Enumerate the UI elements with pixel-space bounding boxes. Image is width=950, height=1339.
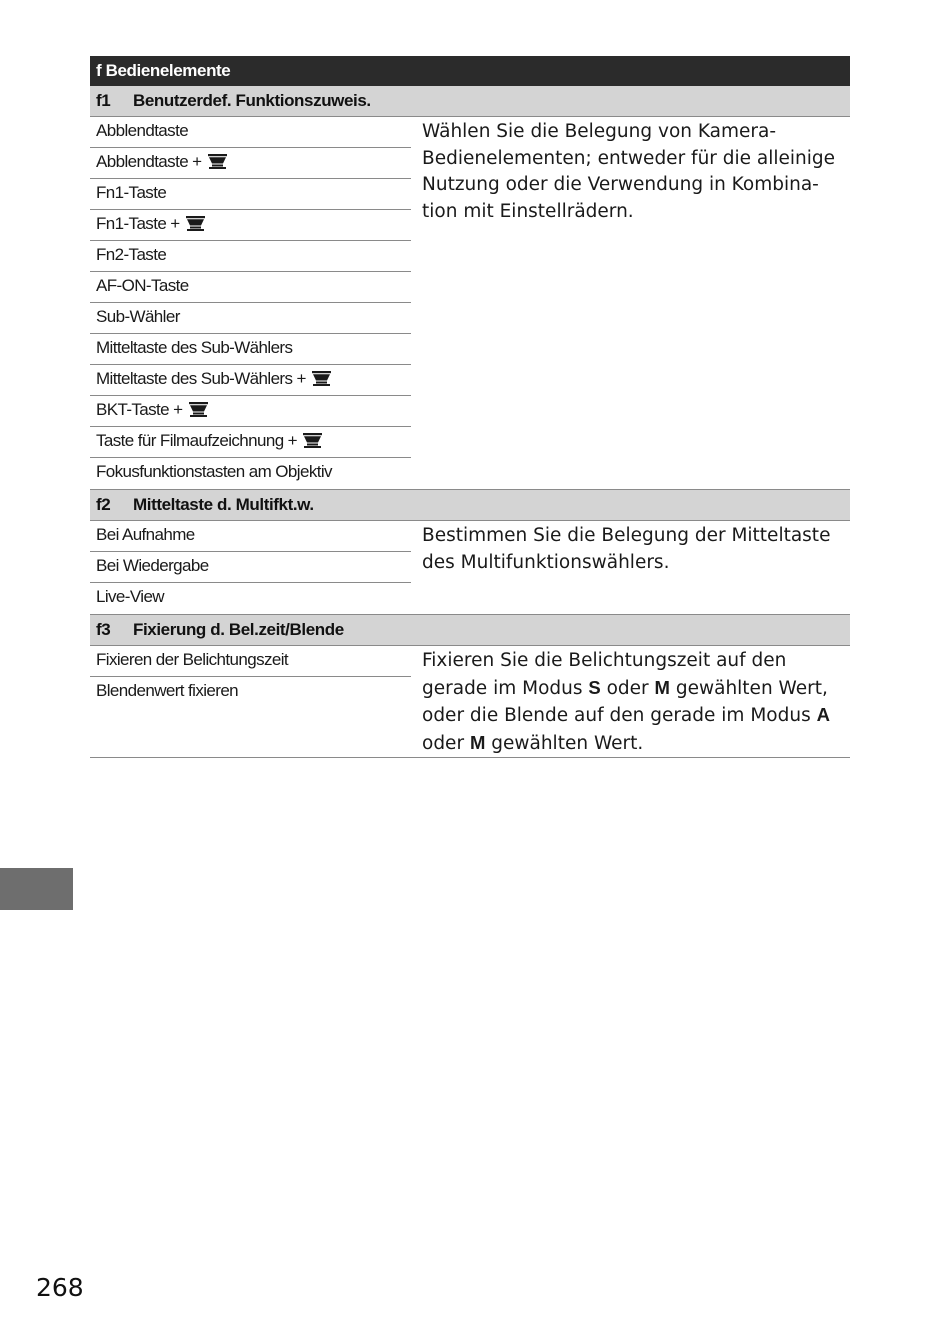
desc-text: gewählten Wert. bbox=[485, 732, 644, 754]
item-label: Fn1-Taste + bbox=[96, 214, 180, 233]
item-label: BKT-Taste + bbox=[96, 400, 183, 419]
item-label: Abblendtaste + bbox=[96, 152, 202, 171]
list-item bbox=[90, 365, 411, 396]
command-dial-icon bbox=[189, 402, 208, 417]
group-title: Fixierung d. Bel.zeit/Blende bbox=[133, 620, 344, 639]
mode-letter: M bbox=[654, 676, 670, 698]
desc-text: gewählten Wert, oder die Blende auf den gerade im Modus bbox=[422, 677, 828, 726]
group-f1 bbox=[90, 117, 850, 490]
list-item: Fn1-Taste bbox=[90, 179, 411, 210]
item-list bbox=[90, 117, 411, 489]
item-label: Mitteltaste des Sub-Wählers + bbox=[96, 369, 306, 388]
list-item bbox=[90, 210, 411, 241]
group-code: f3 bbox=[96, 620, 111, 639]
command-dial-icon bbox=[208, 154, 227, 169]
mode-letter: A bbox=[816, 704, 830, 725]
list-item: Bei Wiedergabe bbox=[90, 552, 411, 583]
list-item bbox=[90, 148, 411, 179]
list-item bbox=[90, 427, 411, 458]
group-f3 bbox=[90, 646, 850, 758]
group-code: f2 bbox=[96, 495, 111, 514]
mode-letter: S bbox=[588, 676, 601, 698]
list-item: AF-ON-Taste bbox=[90, 272, 411, 303]
list-item bbox=[90, 396, 411, 427]
item-list bbox=[90, 521, 411, 614]
item-list bbox=[90, 646, 411, 757]
list-item: Bei Aufnahme bbox=[90, 521, 411, 552]
group-header-f1 bbox=[90, 86, 850, 117]
group-title: Benutzerdef. Funktionszuweis. bbox=[133, 91, 371, 110]
group-description bbox=[411, 646, 850, 757]
group-description: Wählen Sie die Belegung von Kamera-Bedienelementen; entweder für die alleinige Nutzung oder die Verwendung in Kombina-tion mit Einstellrädern. bbox=[422, 121, 836, 222]
item-label: Taste für Filmaufzeichnung + bbox=[96, 431, 298, 450]
desc-text: Fixieren Sie die Belichtungszeit auf den gerade im Modus bbox=[422, 650, 787, 699]
list-item: Abblendtaste bbox=[90, 117, 411, 148]
list-item: Fokusfunktionstasten am Objektiv bbox=[96, 462, 332, 481]
desc-text: oder bbox=[422, 732, 470, 754]
list-item: Live-View bbox=[96, 587, 164, 606]
section-header: f Bedienelemente bbox=[90, 56, 850, 86]
list-item: Blendenwert fixieren bbox=[96, 681, 239, 700]
group-title: Mitteltaste d. Multifkt.w. bbox=[133, 495, 314, 514]
custom-settings-table bbox=[90, 56, 850, 758]
list-item: Mitteltaste des Sub-Wählers bbox=[90, 334, 411, 365]
list-item: Fixieren der Belichtungszeit bbox=[90, 646, 411, 677]
command-dial-icon bbox=[186, 216, 205, 231]
group-f2 bbox=[90, 521, 850, 615]
command-dial-icon bbox=[303, 433, 322, 448]
list-item: Fn2-Taste bbox=[90, 241, 411, 272]
group-header-f3 bbox=[90, 615, 850, 646]
group-header-f2 bbox=[90, 490, 850, 521]
desc-text: oder bbox=[600, 677, 655, 699]
mode-letter: M bbox=[469, 731, 486, 753]
group-description: Bestimmen Sie die Belegung der Mitteltaste des Multifunktionswählers. bbox=[422, 525, 831, 573]
group-code: f1 bbox=[96, 91, 111, 110]
chapter-tab bbox=[0, 868, 73, 910]
command-dial-icon bbox=[312, 371, 331, 386]
list-item: Sub-Wähler bbox=[90, 303, 411, 334]
page-number: 268 bbox=[36, 1273, 84, 1302]
